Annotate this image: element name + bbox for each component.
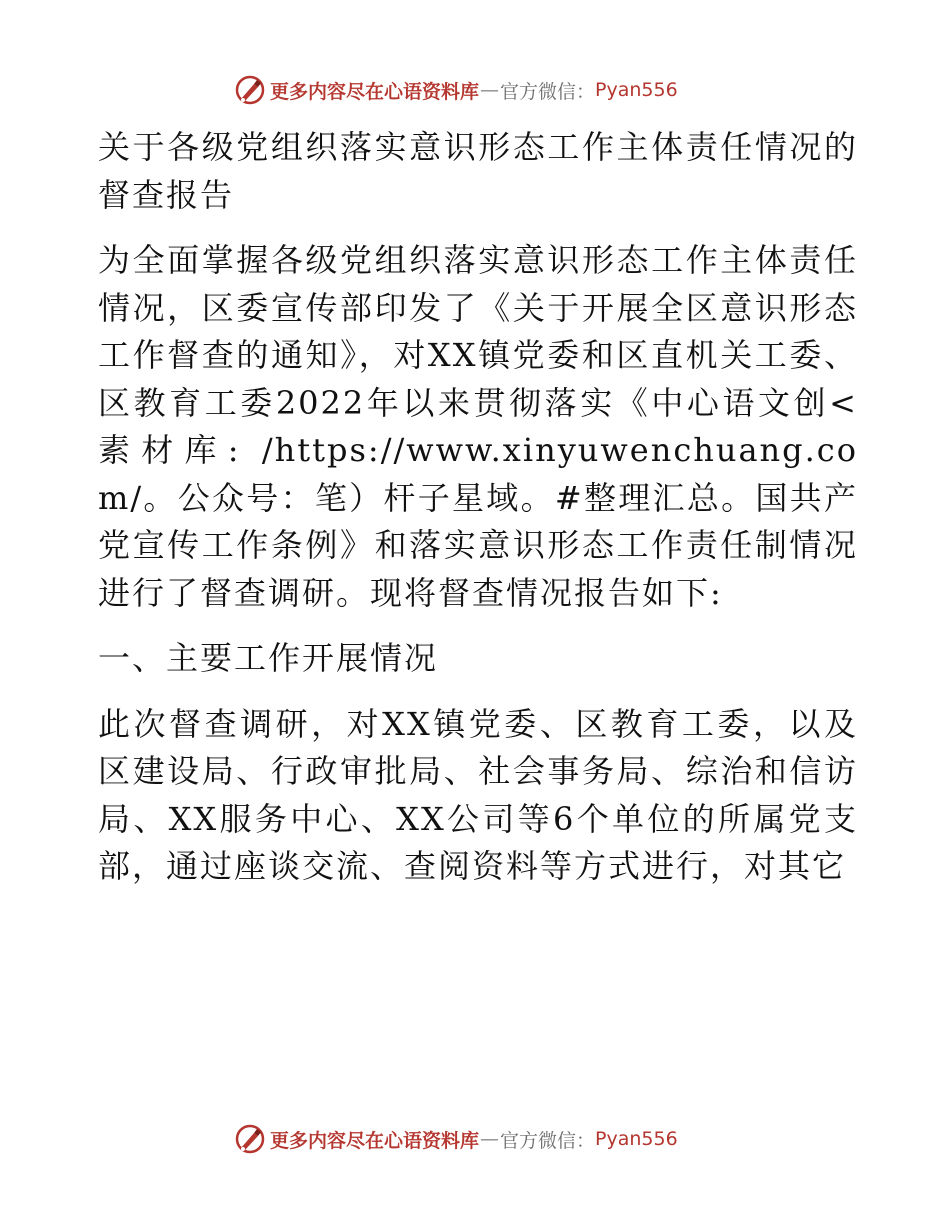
pen-logo-icon bbox=[234, 1123, 266, 1155]
watermark-brand-text: 更多内容尽在心语资料库 bbox=[270, 1129, 480, 1152]
watermark-wechat-id: Pyan556 bbox=[595, 1128, 678, 1150]
document-title: 关于各级党组织落实意识形态工作主体责任情况的督查报告 bbox=[98, 128, 858, 214]
watermark-separator: — bbox=[480, 1128, 500, 1150]
watermark-footer bbox=[234, 1119, 678, 1159]
watermark-wechat-label: 官方微信： bbox=[500, 1129, 596, 1152]
section-body-paragraph: 此次督查调研，对XX镇党委、区教育工委，以及区建设局、行政审批局、社会事务局、综治和信访局、XX服务中心、XX公司等6个单位的所属党支部，通过座谈交流、查阅资料等方式进行，对其它 bbox=[98, 704, 858, 885]
document-body bbox=[98, 124, 858, 891]
watermark-brand-text: 更多内容尽在心语资料库 bbox=[270, 80, 480, 103]
watermark-separator: — bbox=[480, 79, 500, 101]
section-heading: 一、主要工作开展情况 bbox=[98, 639, 439, 677]
intro-paragraph: 为全面掌握各级党组织落实意识形态工作主体责任情况，区委宣传部印发了《关于开展全区意识形态工作督查的通知》，对XX镇党委和区直机关工委、区教育工委2022年以来贯彻落实《中心语文创<素材库: /https://www.xinyuwenchuang.com/。公众号：笔）杆子星域。#整理汇总。国共产党宣传工作条例》和落实意识形态工作责任制情况进行了督查调研。现将督查情况报告如下: bbox=[98, 241, 858, 612]
watermark-header bbox=[234, 70, 678, 110]
watermark-wechat-id: Pyan556 bbox=[595, 79, 678, 101]
watermark-wechat-label: 官方微信： bbox=[500, 80, 596, 103]
pen-logo-icon bbox=[234, 74, 266, 106]
